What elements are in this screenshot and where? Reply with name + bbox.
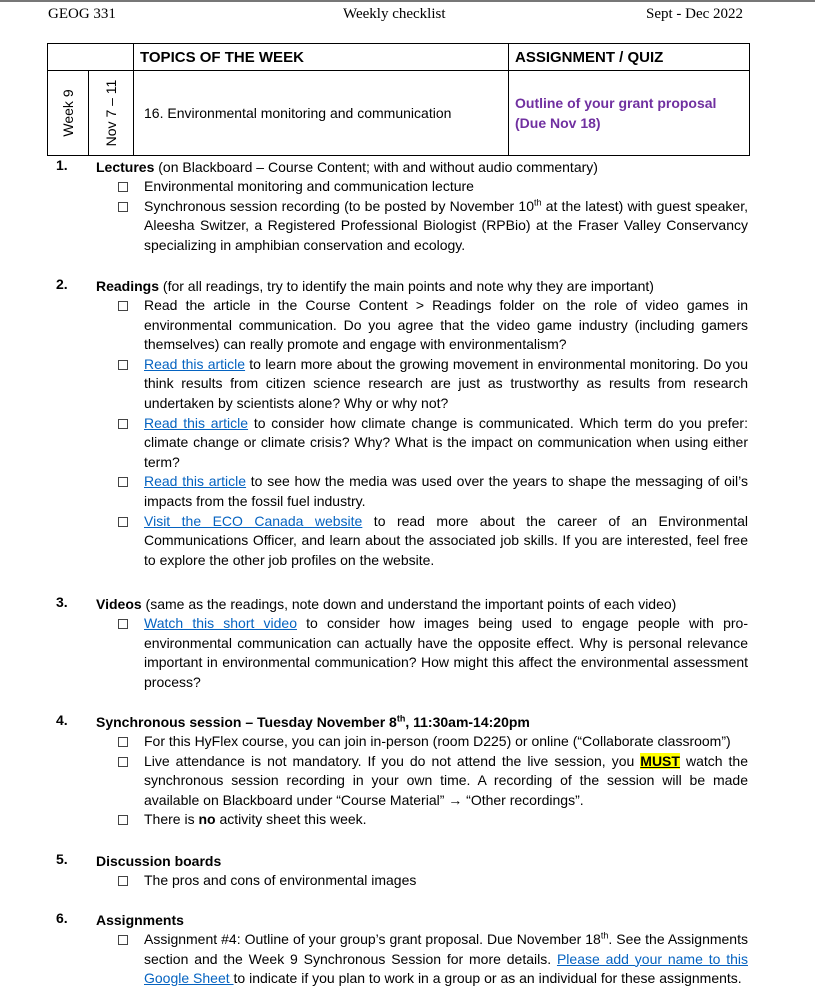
checklist-item: There is no activity sheet this week. [118, 810, 748, 830]
checklist-item: Visit the ECO Canada website to read more about the career of an Environmental Communications Officer, and learn about the associated job skills. If you are interested, feel free to explore the other job profiles on the website. [118, 512, 748, 571]
checklist-item: Environmental monitoring and communication lecture [118, 177, 748, 197]
checkbox-icon[interactable] [118, 737, 128, 747]
checklist-item: Watch this short video to consider how images being used to engage people with pro-environmental communication can actually have the opposite effect. Why is personal relevance important in environmental communication? How might this affect the environmental assessment process? [118, 614, 748, 692]
reading-link[interactable]: Read this article [144, 473, 247, 490]
lecture-items [118, 177, 748, 255]
video-link[interactable]: Watch this short video [144, 615, 298, 631]
section-title: Discussion boards [96, 853, 222, 869]
week-cell [48, 71, 89, 156]
section-number: 2. [56, 276, 68, 292]
table-corner [48, 44, 134, 71]
checklist-item: Read this article to learn more about the growing movement in environmental monitoring. Do you think results from citizen science research are just as trustworthy as results from research undertaken by scientists alone? Why or why not? [118, 355, 748, 414]
checklist-item: Assignment #4: Outline of your group’s grant proposal. Due November 18th. See the Assignments section and the Week 9 Synchronous Session for more details. Please add your name to this Google Sheet to indicate if you plan to work in a group or as an individual for these assignments. [118, 930, 748, 989]
checklist-item: Read this article to see how the media was used over the years to shape the messaging of oil’s impacts from the fossil fuel industry. [118, 472, 748, 511]
topic-cell: 16. Environmental monitoring and communication [134, 71, 509, 156]
checkbox-icon[interactable] [118, 360, 128, 370]
assignment-due: (Due Nov 18) [515, 115, 601, 131]
google-sheet-link[interactable]: Please add your name to this Google Sheet [144, 950, 748, 987]
reading-link[interactable]: Read this article [144, 414, 249, 431]
discussion-items [118, 871, 748, 891]
checkbox-icon[interactable] [118, 876, 128, 886]
doc-title: Weekly checklist [343, 6, 446, 22]
checkbox-icon[interactable] [118, 517, 128, 527]
section-title: Lectures (on Blackboard – Course Content; with and without audio commentary) [96, 159, 598, 175]
checkbox-icon[interactable] [118, 202, 128, 212]
section-number: 5. [56, 851, 68, 867]
checklist-item: The pros and cons of environmental images [118, 871, 748, 891]
reading-items [118, 296, 748, 570]
assignment-header: ASSIGNMENT / QUIZ [509, 44, 750, 71]
topics-header: TOPICS OF THE WEEK [134, 44, 509, 71]
section-number: 6. [56, 910, 68, 926]
week-label: Week 9 [60, 89, 76, 137]
section-title: Assignments [96, 912, 184, 928]
checklist-item: Live attendance is not mandatory. If you do not attend the live session, you MUST watch the synchronous session recording in your own time. A recording of the session will be made available on Blackboard under “Course Material” → “Other recordings”. [118, 752, 748, 811]
section-number: 1. [56, 157, 68, 173]
checkbox-icon[interactable] [118, 301, 128, 311]
eco-canada-link[interactable]: Visit the ECO Canada website [144, 512, 363, 529]
dates-cell [89, 71, 134, 156]
checkbox-icon[interactable] [118, 935, 128, 945]
assignment-items [118, 930, 748, 989]
checklist-item: For this HyFlex course, you can join in-person (room D225) or online (“Collaborate classroom”) [118, 732, 748, 752]
assignment-cell [509, 71, 750, 156]
checkbox-icon[interactable] [118, 815, 128, 825]
section-title: Readings (for all readings, try to identify the main points and note why they are important) [96, 278, 654, 294]
checkbox-icon[interactable] [118, 419, 128, 429]
checklist-item: Synchronous session recording (to be posted by November 10th at the latest) with guest speaker, Aleesha Switzer, a Registered Professional Biologist (RPBio) at the Fraser Valley Conservancy specializing in amphibian conservation and ecology. [118, 197, 748, 256]
section-number: 4. [56, 712, 68, 728]
checkbox-icon[interactable] [118, 619, 128, 629]
checklist-item: Read the article in the Course Content > Readings folder on the role of video games in environmental communication. Do you agree that the video game industry (including gamers themselves) can really promote and engage with environmentalism? [118, 296, 748, 355]
dates-label: Nov 7 – 11 [103, 79, 119, 147]
section-title: Videos (same as the readings, note down and understand the important points of each video) [96, 596, 677, 612]
section-title: Synchronous session – Tuesday November 8th, 11:30am-14:20pm [96, 713, 530, 730]
section-number: 3. [56, 594, 68, 610]
checkbox-icon[interactable] [118, 182, 128, 192]
assignment-title: Outline of your grant proposal [515, 95, 717, 111]
session-items [118, 732, 748, 830]
checklist-item: Read this article to consider how climate change is communicated. Which term do you prefer: climate change or climate crisis? Why? What is the impact on communication when using either term? [118, 414, 748, 473]
video-items [118, 614, 748, 692]
reading-link[interactable]: Read this article [144, 355, 246, 372]
top-rule [0, 0, 815, 2]
checkbox-icon[interactable] [118, 757, 128, 767]
must-highlight: MUST [640, 752, 680, 769]
checkbox-icon[interactable] [118, 477, 128, 487]
week-table [47, 43, 750, 156]
course-code: GEOG 331 [48, 6, 116, 22]
term: Sept - Dec 2022 [646, 6, 744, 22]
